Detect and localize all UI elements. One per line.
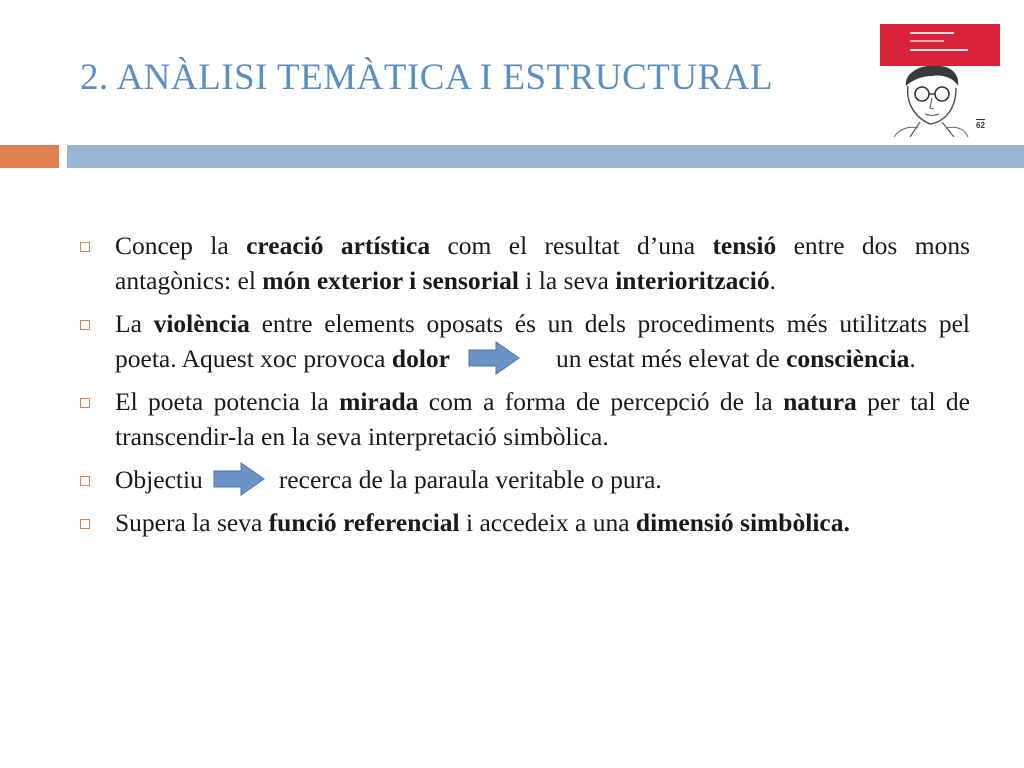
bullet-item-5: Supera la seva funció referencial i accedeix a una dimensió simbòlica. [80,505,970,540]
square-bullet-icon [80,519,90,529]
header-accent-bar [0,145,59,168]
book-cover-number: 62 [976,121,985,130]
square-bullet-icon [80,398,90,408]
bullet-item-4: Objectiu recerca de la paraula veritable o pura. [80,462,970,497]
square-bullet-icon [80,242,90,252]
bullet-item-2: La violència entre elements oposats és un dels procediments més utilitzats pel poeta. Aquest xoc provoca dolor un estat més elevat de consciència. [80,306,970,376]
square-bullet-icon [80,476,90,486]
bullet-item-1: Concep la creació artística com el resultat d’una tensió entre dos mons antagònics: el món exterior i sensorial i la seva interiorització. [80,228,970,298]
bullet-list [80,228,970,548]
header-divider-bar [67,145,1024,168]
slide-title: 2. ANÀLISI TEMÀTICA I ESTRUCTURAL [80,57,774,98]
bullet-item-3: El poeta potencia la mirada com a forma de percepció de la natura per tal de transcendir-la en la seva interpretació simbòlica. [80,384,970,454]
right-arrow-icon [468,341,520,375]
book-cover-band [880,24,1000,66]
square-bullet-icon [80,320,90,330]
right-arrow-icon [213,462,265,496]
book-cover-image [880,24,1000,137]
